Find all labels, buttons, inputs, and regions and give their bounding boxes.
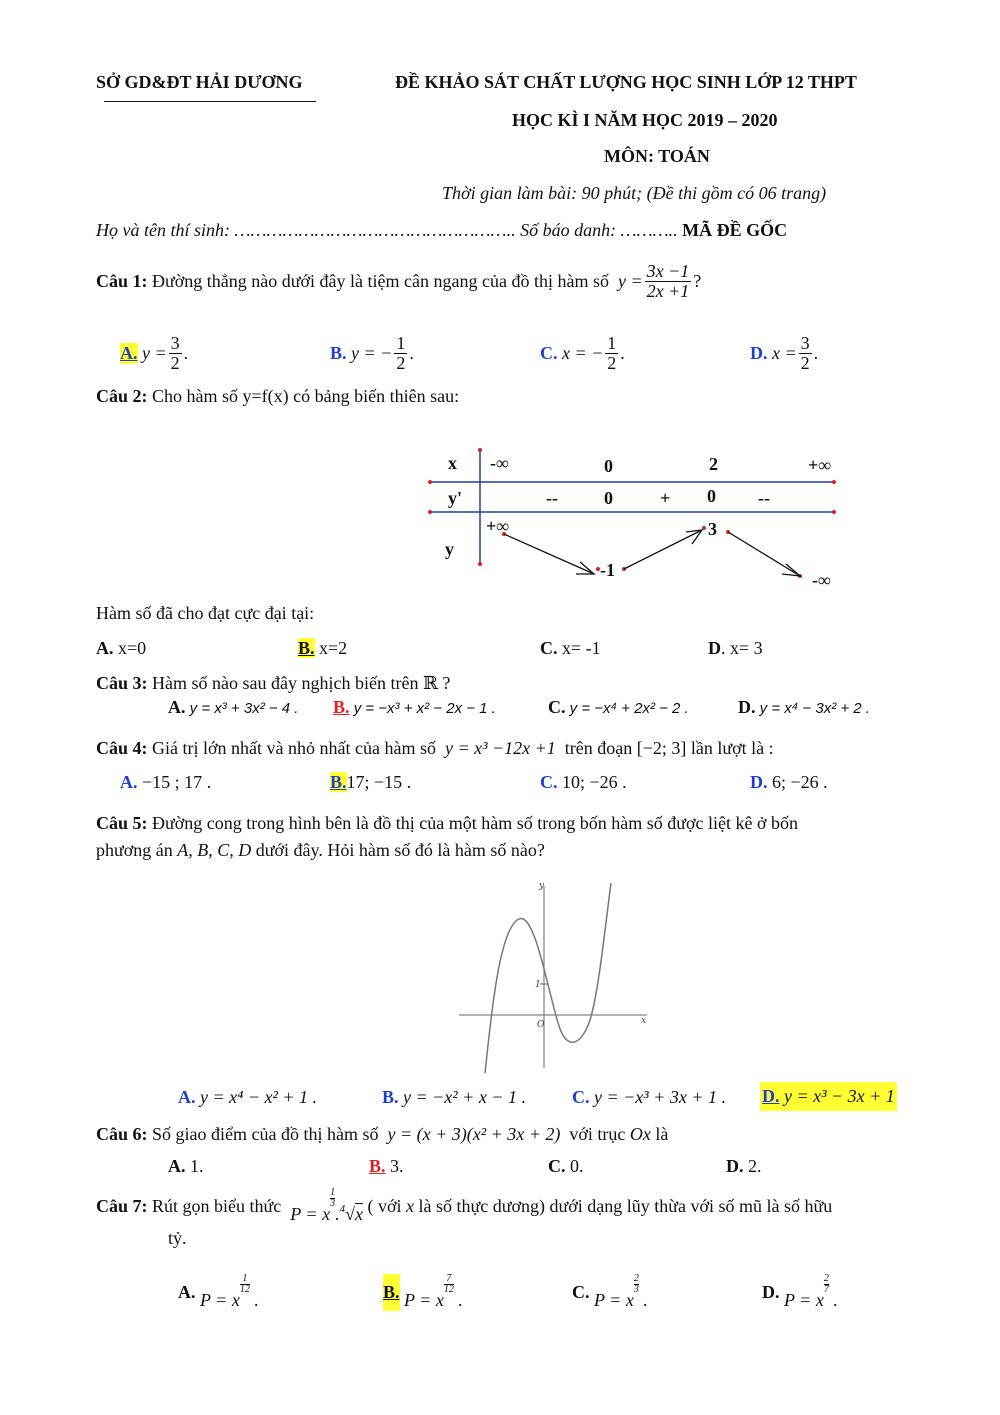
q7-option-d[interactable]: D. P = x $\frac{2}{7}$ . [762, 1272, 838, 1310]
exam-semester: HỌC KÌ I NĂM HỌC 2019 – 2020 [512, 110, 778, 130]
q4-option-b[interactable] [330, 772, 411, 793]
student-info-line: Họ và tên thí sinh: …………………………………………….. Số báo danh: ……….. [96, 220, 683, 240]
x-axis-label: x [641, 1016, 647, 1026]
question-7 [96, 1186, 832, 1226]
option-label: D. [750, 772, 768, 792]
function-expr: y = (x + 3)(x² + 3x + 2) [387, 1124, 561, 1144]
question-label: Câu 5: [96, 813, 148, 833]
table-x-value: -∞ [490, 453, 509, 473]
header-underline [104, 101, 316, 102]
origin-label: O [537, 1020, 545, 1030]
table-x-label: x [448, 453, 457, 473]
student-info [96, 220, 787, 241]
department-name: SỞ GD&ĐT HẢI DƯƠNG [96, 72, 303, 92]
table-yprime-value: 0 [707, 486, 716, 506]
option-text: . x= 3 [721, 638, 763, 658]
question-text: Số giao điểm của đồ thị hàm số [152, 1124, 379, 1144]
fraction [799, 334, 812, 373]
exponent-fraction [240, 1274, 250, 1295]
q3-option-b[interactable] [333, 697, 496, 718]
axis-name: Ox [629, 1124, 651, 1144]
option-text: −15 ; 17 . [142, 772, 212, 792]
option-label: B. [382, 1087, 399, 1107]
question-text: ( với [367, 1195, 402, 1216]
option-label: B. [369, 1156, 386, 1176]
question-end: ? [693, 270, 702, 291]
option-lhs: y = − [351, 342, 393, 363]
option-label: A. [178, 1281, 196, 1302]
table-x-value: +∞ [808, 455, 832, 475]
table-x-value: 0 [604, 456, 613, 476]
real-set-symbol: ℝ [422, 673, 438, 693]
table-yprime-sign: + [660, 488, 671, 508]
question-label: Câu 3: [96, 673, 148, 693]
numerator: 2 [633, 1272, 639, 1284]
denominator: 7 [823, 1283, 829, 1295]
numerator: 1 [240, 1274, 250, 1285]
decrease-arrow [728, 532, 800, 576]
option-lhs: y = [142, 342, 167, 363]
option-label: D. [762, 1281, 780, 1302]
option-label: A. [178, 1087, 196, 1107]
exam-title: ĐỀ KHẢO SÁT CHẤT LƯỢNG HỌC SINH LỚP 12 THPT [395, 72, 857, 92]
denominator: 3 [633, 1283, 639, 1295]
q6-option-a[interactable] [168, 1156, 204, 1177]
table-yprime-label: y' [448, 488, 463, 508]
increase-arrow [624, 530, 702, 569]
question-6 [96, 1124, 668, 1145]
option-label: B. [330, 342, 347, 363]
q1-option-d[interactable]: D. x = $\frac{3}{2}$ . [750, 332, 819, 373]
option-text: 2. [748, 1156, 762, 1176]
option-letters: A, B, C, D [177, 840, 252, 860]
question-text: Hàm số nào sau đây nghịch biến trên [152, 673, 419, 693]
option-label: D. [750, 342, 768, 363]
option-text: 3. [390, 1156, 404, 1176]
fraction [169, 334, 182, 373]
q6-option-d[interactable] [726, 1156, 762, 1177]
option-label: A. [120, 772, 138, 792]
question-label: Câu 2: [96, 386, 148, 406]
table-yprime-value: 0 [604, 488, 613, 508]
fraction [605, 334, 618, 373]
option-text: y = −x³ + x² − 2x − 1 . [353, 700, 496, 717]
q6-option-b[interactable] [369, 1156, 404, 1177]
question-4 [96, 738, 774, 759]
option-text: y = x³ + 3x² − 4 . [189, 700, 299, 717]
exponent-fraction: $\frac{1}{3}$ [330, 1186, 336, 1209]
q3-option-d[interactable] [738, 697, 870, 718]
option-text: y = x³ − 3x + 1 [784, 1086, 895, 1106]
numerator: 1 [396, 332, 406, 353]
q6-option-c[interactable] [548, 1156, 584, 1177]
option-text: 0. [570, 1156, 584, 1176]
option-text: 17; −15 . [346, 772, 412, 792]
q4-option-c[interactable] [540, 772, 627, 793]
function-graph [455, 878, 655, 1078]
option-text: 10; −26 . [562, 772, 627, 792]
option-label: C. [572, 1087, 590, 1107]
exponent-fraction [634, 1274, 639, 1295]
option-lhs: x = [772, 342, 797, 363]
question-label: Câu 6: [96, 1124, 148, 1144]
y-axis-label: y [539, 881, 545, 891]
question-3 [96, 673, 450, 694]
option-label: D [708, 638, 721, 658]
table-y-label: y [445, 539, 454, 559]
question-5-line2 [96, 840, 545, 861]
table-yprime-sign: -- [758, 488, 770, 508]
question-text: là số thực dương) dưới dạng lũy thừa với số mũ là số hữu [418, 1195, 833, 1216]
question-label: Câu 7: [96, 1195, 148, 1216]
question-text: dưới đây. Hỏi hàm số đó là hàm số nào? [255, 840, 545, 860]
q2-option-b[interactable] [298, 638, 347, 659]
variation-table [420, 440, 860, 600]
q7-option-a[interactable]: A. P = x $\frac{1}{12}$ . [178, 1272, 259, 1310]
option-label: A. [120, 342, 138, 363]
q5-option-d[interactable] [760, 1082, 897, 1111]
question-7-line2: tỷ. [168, 1228, 187, 1248]
option-label: C. [540, 342, 558, 363]
question-end: ? [442, 673, 451, 693]
fraction [394, 334, 407, 373]
function-expr: y = x³ −12x +1 [444, 738, 556, 758]
option-text: x=0 [118, 638, 147, 658]
q2-option-c[interactable] [540, 638, 601, 659]
question-text: lần lượt là : [690, 738, 774, 758]
question-text: phương án [96, 840, 173, 860]
expression-p: P = x $\frac{1}{3}$ .$^4$√x [290, 1186, 363, 1224]
option-text: y = −x⁴ + 2x² − 2 . [569, 700, 689, 717]
denominator: 12 [239, 1283, 250, 1295]
option-text: 1. [190, 1156, 204, 1176]
option-text: y = x⁴ − x² + 1 . [200, 1087, 318, 1107]
question-text: là [655, 1124, 669, 1144]
option-label: B. [298, 638, 315, 658]
denominator: 12 [443, 1283, 454, 1295]
option-label: C. [548, 1156, 566, 1176]
option-text: 6; −26 . [772, 772, 828, 792]
variable: x [405, 1195, 414, 1216]
q4-option-d[interactable] [750, 772, 828, 793]
denominator: 2 [607, 352, 617, 373]
q1-option-a[interactable]: A. y = $\frac{3}{2}$ . [120, 332, 189, 373]
question-text: Rút gọn biểu thức [152, 1195, 282, 1216]
question-1 [96, 258, 701, 304]
fn-lhs: y = [617, 270, 643, 291]
option-label: D. [762, 1086, 780, 1106]
question-text: với trục [569, 1124, 626, 1144]
q5-option-b[interactable] [382, 1087, 526, 1108]
fraction [645, 262, 692, 301]
option-text: y = −x² + x − 1 . [403, 1087, 526, 1107]
exam-code: MÃ ĐỀ GỐC [682, 220, 788, 240]
question-2 [96, 386, 459, 407]
q7-option-c[interactable]: C. P = x $\frac{2}{3}$ . [572, 1272, 648, 1310]
question-text: Đường thẳng nào dưới đây là tiệm cân ngang của đồ thị hàm số [152, 270, 609, 291]
option-label: B. [383, 1274, 400, 1311]
q1-option-c[interactable]: C. x = − $\frac{1}{2}$ . [540, 332, 625, 373]
exam-time: Thời gian làm bài: 90 phút; (Đề thi gồm có 06 trang) [442, 183, 827, 203]
y-tick-label: 1 [535, 980, 541, 990]
interval: [−2; 3] [636, 738, 687, 758]
option-text: y = −x³ + 3x + 1 . [594, 1087, 726, 1107]
option-label: A. [168, 1156, 186, 1176]
table-y-value: -∞ [812, 570, 831, 590]
question-5 [96, 813, 798, 834]
decrease-arrow [504, 534, 594, 574]
q2-question: Hàm số đã cho đạt cực đại tại: [96, 603, 315, 623]
q7-option-b[interactable]: B. P = x $\frac{7}{12}$ . [383, 1272, 463, 1310]
option-label: D. [738, 697, 756, 717]
numerator: 1 [607, 332, 617, 353]
numerator: 3x −1 [646, 260, 690, 281]
denominator: 2 [800, 352, 810, 373]
q2-option-a[interactable] [96, 638, 146, 659]
q3-option-c[interactable] [548, 697, 689, 718]
question-label: Câu 1: [96, 270, 148, 291]
exponent-fraction [824, 1274, 829, 1295]
cubic-curve [485, 883, 611, 1073]
numerator: 2 [823, 1272, 829, 1284]
question-text: trên đoạn [564, 738, 633, 758]
q1-option-b[interactable]: B. y = − $\frac{1}{2}$ . [330, 332, 414, 373]
option-label: D. [726, 1156, 744, 1176]
option-label: C. [540, 638, 558, 658]
numerator: 3 [800, 332, 810, 353]
denominator: 2x +1 [646, 280, 690, 301]
option-text: x=2 [319, 638, 348, 658]
option-label: C. [548, 697, 566, 717]
denominator: 2 [170, 352, 180, 373]
exam-subject: MÔN: TOÁN [604, 146, 710, 166]
question-label: Câu 4: [96, 738, 148, 758]
q5-option-c[interactable] [572, 1087, 726, 1108]
option-lhs: x = − [562, 342, 604, 363]
option-label: C. [572, 1281, 590, 1302]
table-x-value: 2 [709, 454, 718, 474]
option-label: B. [330, 772, 347, 792]
option-text: y = x⁴ − 3x² + 2 . [759, 700, 870, 717]
table-y-value: +∞ [486, 516, 510, 536]
table-y-value: -1 [600, 560, 615, 580]
option-label: C. [540, 772, 558, 792]
question-text: Cho hàm số y=f(x) có bảng biến thiên sau: [152, 386, 460, 406]
option-label: A. [96, 638, 114, 658]
q2-option-d[interactable] [708, 638, 763, 659]
denominator: 2 [396, 352, 406, 373]
table-yprime-sign: -- [546, 488, 558, 508]
table-y-value: 3 [708, 519, 717, 539]
numerator: 7 [444, 1274, 454, 1285]
option-label: A. [168, 697, 186, 717]
question-text: Giá trị lớn nhất và nhỏ nhất của hàm số [152, 738, 436, 758]
q5-option-a[interactable] [178, 1087, 317, 1108]
exponent-fraction [444, 1274, 454, 1295]
q3-option-a[interactable] [168, 697, 298, 718]
numerator: 3 [170, 332, 180, 353]
q4-option-a[interactable] [120, 772, 211, 793]
option-label: B. [333, 697, 350, 717]
option-text: x= -1 [562, 638, 601, 658]
question-text: Đường cong trong hình bên là đồ thị của một hàm số trong bốn hàm số được liệt kê ở bốn [152, 813, 798, 833]
